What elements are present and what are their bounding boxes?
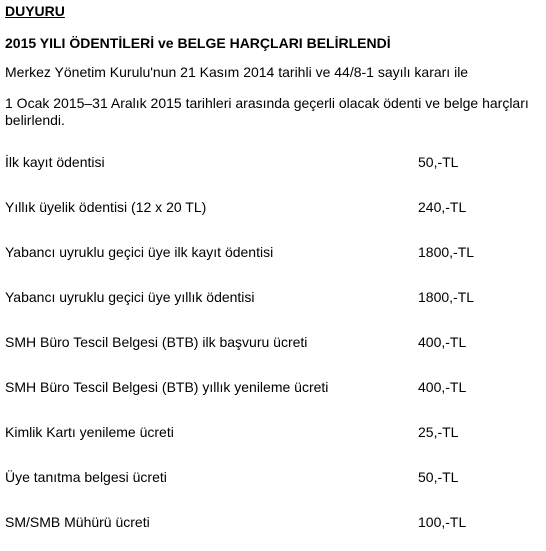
fee-row <box>5 280 541 325</box>
announcement-page <box>5 0 541 551</box>
fee-amount: 100,-TL <box>418 514 467 530</box>
fee-list <box>5 145 541 550</box>
fee-row <box>5 505 541 550</box>
fee-amount: 1800,-TL <box>418 244 475 260</box>
fee-row <box>5 415 541 460</box>
announcement-heading: DUYURU <box>5 3 65 19</box>
fee-label: SM/SMB Mühürü ücreti <box>5 514 150 530</box>
fee-amount: 50,-TL <box>418 469 459 485</box>
fee-label: Yabancı uyruklu geçici üye yıllık ödentisi <box>5 289 255 305</box>
decision-reference-text: Merkez Yönetim Kurulu'nun 21 Kasım 2014 tarihli ve 44/8-1 sayılı kararı ile <box>5 64 469 80</box>
fee-amount: 400,-TL <box>418 334 467 350</box>
validity-period-text: 1 Ocak 2015–31 Aralık 2015 tarihleri arasında geçerli olacak ödenti ve belge harçları belirlendi. <box>5 95 529 128</box>
fee-label: Yabancı uyruklu geçici üye ilk kayıt ödentisi <box>5 244 274 260</box>
fee-row <box>5 370 541 415</box>
fee-row <box>5 190 541 235</box>
fee-amount: 25,-TL <box>418 424 459 440</box>
fee-row <box>5 235 541 280</box>
fee-label: Yıllık üyelik ödentisi (12 x 20 TL) <box>5 199 207 215</box>
fee-row <box>5 325 541 370</box>
fee-amount: 50,-TL <box>418 154 459 170</box>
fee-label: SMH Büro Tescil Belgesi (BTB) yıllık yenileme ücreti <box>5 379 329 395</box>
fee-amount: 240,-TL <box>418 199 467 215</box>
fee-label: Kimlik Kartı yenileme ücreti <box>5 424 174 440</box>
fee-label: İlk kayıt ödentisi <box>5 154 105 170</box>
fee-label: SMH Büro Tescil Belgesi (BTB) ilk başvuru ücreti <box>5 334 308 350</box>
fee-row <box>5 145 541 190</box>
fee-amount: 1800,-TL <box>418 289 475 305</box>
announcement-title: 2015 YILI ÖDENTİLERİ ve BELGE HARÇLARI BELİRLENDİ <box>5 35 391 51</box>
fee-row <box>5 460 541 505</box>
fee-amount: 400,-TL <box>418 379 467 395</box>
fee-label: Üye tanıtma belgesi ücreti <box>5 469 167 485</box>
